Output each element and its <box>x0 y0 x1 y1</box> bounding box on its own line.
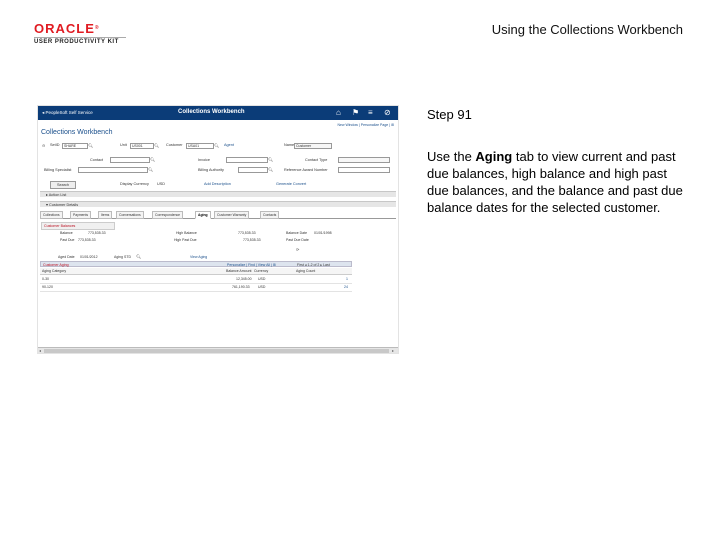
section-customer-details[interactable]: ▾ Customer Details <box>40 201 396 207</box>
invoice-label: Invoice <box>198 158 211 162</box>
agent-label[interactable]: Agent <box>224 143 234 147</box>
desc-before: Use the <box>427 149 476 164</box>
unit-field[interactable] <box>130 143 154 149</box>
refresh-icon[interactable]: ⟳ <box>296 247 300 252</box>
search-icon[interactable]: 🔍︎ <box>268 157 274 162</box>
search-icon[interactable]: 🔍︎ <box>150 157 156 162</box>
step-description <box>427 148 685 216</box>
aging-value: STD <box>124 255 131 259</box>
balance-date-label: Balance Date <box>286 231 308 235</box>
billing-authority-field[interactable] <box>238 167 268 173</box>
app-title: Collections Workbench <box>178 109 245 115</box>
search-icon[interactable]: 🔍︎ <box>148 167 154 172</box>
table-row <box>40 284 352 292</box>
add-description-link[interactable]: Add Description <box>204 182 231 186</box>
page-title: Collections Workbench <box>41 129 113 136</box>
search-button[interactable]: Search <box>50 181 76 189</box>
setid-label: SetID <box>50 143 60 147</box>
cell-currency: USD <box>258 285 266 289</box>
oracle-upk-logo <box>34 22 126 45</box>
past-due-date-label: Past Due Date <box>286 238 309 242</box>
past-due-value: 773,535.33 <box>78 238 96 242</box>
customer-balances-header: Customer Balances <box>41 222 115 230</box>
tab-correspondence[interactable]: Correspondence <box>152 211 183 219</box>
search-icon[interactable]: 🔍︎ <box>214 143 220 148</box>
section-label: Action List <box>48 193 67 197</box>
high-past-due-label: High Past Due <box>174 238 197 242</box>
cell-currency: USD <box>258 277 266 281</box>
billing-specialist-label: Billing Specialist <box>44 168 72 172</box>
collapse-icon[interactable]: ⊖ <box>42 143 46 148</box>
display-currency-label: Display Currency <box>120 182 149 186</box>
upk-wordmark: USER PRODUCTIVITY KIT <box>34 37 126 45</box>
cell-category: 0-30 <box>42 277 50 281</box>
unit-value: US001 <box>132 144 143 148</box>
invoice-field[interactable] <box>226 157 268 163</box>
cell-amount: 761,190.33 <box>232 285 250 289</box>
col-aging-count[interactable]: Aging Count <box>296 269 316 273</box>
section-action-list[interactable]: ▸ Action List <box>40 191 396 197</box>
horizontal-scrollbar[interactable] <box>38 347 398 354</box>
reference-award-label: Reference Award Number <box>284 168 328 172</box>
col-balance-amount[interactable]: Balance Amount <box>226 269 252 273</box>
home-icon[interactable]: ⌂ <box>336 108 341 117</box>
flag-icon[interactable]: ⚑ <box>352 108 360 117</box>
app-header-bar <box>38 106 398 120</box>
billing-specialist-field[interactable] <box>78 167 148 173</box>
back-link[interactable]: ◂ PeopleSoft Self Service <box>42 110 93 115</box>
name-label: Name <box>284 143 295 147</box>
desc-bold-term: Aging <box>475 149 513 164</box>
col-aging-category[interactable]: Aging Category <box>42 269 67 273</box>
slide-title: Using the Collections Workbench <box>491 22 683 37</box>
desc-after: tab to view current and past due balances, high balance and high past due balances, and the balance and past due balance dates for the selected customer. <box>427 149 683 215</box>
aged-date-label: Aged Date <box>58 255 75 259</box>
menu-icon[interactable]: ≡ <box>368 108 373 117</box>
header-links[interactable]: New Window | Personalize Page | ⊞ <box>337 123 394 127</box>
reference-award-field[interactable] <box>338 167 390 173</box>
aging-label: Aging <box>114 255 123 259</box>
grid-title: Customer Aging <box>43 263 69 267</box>
tab-contacts[interactable]: Contacts <box>260 211 279 219</box>
scroll-left-icon[interactable]: ◂ <box>39 348 42 353</box>
cell-amount: 12,345.00 <box>236 277 252 281</box>
grid-nav-links[interactable]: Personalize | Find | View All | ⊞ <box>227 263 276 267</box>
tab-strip <box>40 211 396 219</box>
search-icon[interactable]: 🔍︎ <box>136 254 142 259</box>
unit-label: Unit <box>120 143 127 147</box>
balance-date-value: 01/01/1998 <box>314 231 332 235</box>
contact-type-dropdown[interactable] <box>338 157 390 163</box>
table-row <box>40 276 352 284</box>
search-icon[interactable]: 🔍︎ <box>268 167 274 172</box>
cell-count[interactable]: 1 <box>346 277 348 281</box>
setid-value: SHARE <box>64 144 77 148</box>
cell-category: 90-120 <box>42 285 53 289</box>
view-aging-link[interactable]: View Aging <box>190 255 208 259</box>
billing-authority-label: Billing Authority <box>198 168 224 172</box>
balance-label: Balance <box>60 231 73 235</box>
compass-icon[interactable]: ⊘ <box>384 108 391 117</box>
past-due-label: Past Due <box>60 238 75 242</box>
setid-field[interactable] <box>62 143 88 149</box>
aged-date-value: 01/01/2012 <box>80 255 98 259</box>
scrollbar-thumb[interactable] <box>44 349 389 353</box>
high-balance-label: High Balance <box>176 231 197 235</box>
search-icon[interactable]: 🔍︎ <box>154 143 160 148</box>
balance-value: 773,535.33 <box>88 231 106 235</box>
grid-pager[interactable]: First ◂ 1-2 of 2 ▸ Last <box>297 263 330 267</box>
customer-aging-grid-header <box>40 261 352 267</box>
oracle-wordmark: ORACLE® <box>34 21 100 36</box>
name-dropdown[interactable] <box>294 143 332 149</box>
contact-field[interactable] <box>110 157 150 163</box>
section-label: Customer Details <box>48 203 79 207</box>
search-icon[interactable]: 🔍︎ <box>88 143 94 148</box>
contact-type-label: Contact Type <box>305 158 328 162</box>
tab-collections[interactable]: Collections <box>40 211 63 219</box>
contact-label: Contact <box>90 158 104 162</box>
col-currency[interactable]: Currency <box>254 269 269 273</box>
name-value: Customer <box>296 144 312 148</box>
display-currency-value: USD <box>157 182 166 186</box>
tab-conversations[interactable]: Conversations <box>116 211 144 219</box>
customer-label: Customer <box>166 143 183 147</box>
customer-value: USA01 <box>188 144 200 148</box>
step-number: Step 91 <box>427 107 472 122</box>
app-screenshot <box>37 105 399 354</box>
tab-payments[interactable]: Payments <box>70 211 91 219</box>
grid-column-headers <box>40 268 352 275</box>
high-past-due-value: 773,535.33 <box>243 238 261 242</box>
cell-count[interactable]: 24 <box>344 285 348 289</box>
customer-field[interactable] <box>186 143 214 149</box>
generate-convert-link[interactable]: Generate Convert <box>276 182 307 186</box>
tab-aging[interactable]: Aging <box>195 211 211 219</box>
tab-items[interactable]: Items <box>98 211 112 219</box>
high-balance-value: 773,535.33 <box>238 231 256 235</box>
tab-customer-warranty[interactable]: Customer Warranty <box>214 211 249 219</box>
scroll-right-icon[interactable]: ▸ <box>392 348 395 353</box>
